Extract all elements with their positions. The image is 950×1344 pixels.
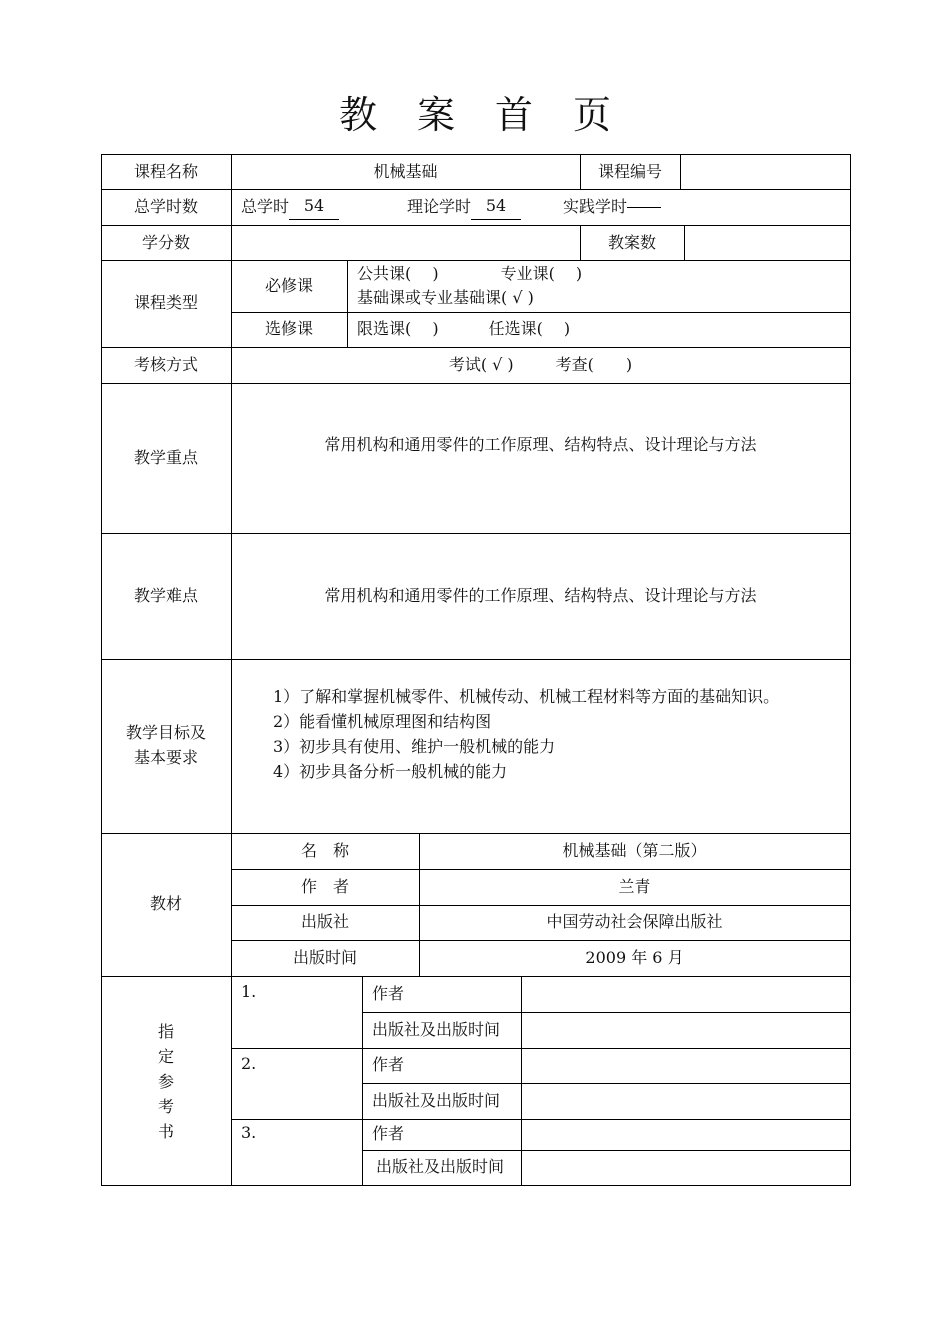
required-course-options (347, 260, 850, 312)
assessment-options (231, 347, 850, 383)
objectives-label (101, 659, 231, 833)
reference-publisher-label: 出版社及出版时间 (372, 1090, 501, 1110)
references-label-char: 参 (157, 1071, 174, 1091)
public-course-option: 公共课( ) (357, 264, 439, 283)
theory-hours-value: 54 (471, 194, 521, 220)
reference-author-label: 作者 (372, 1124, 405, 1144)
elective-course-options (347, 312, 850, 347)
textbook-author-value: 兰青 (618, 876, 651, 896)
credits-label: 学分数 (141, 232, 190, 252)
textbook-name-label: 名 称 (300, 840, 349, 860)
title-char: 首 (495, 93, 534, 137)
course-type-label: 课程类型 (133, 293, 198, 313)
objectives-label-line: 教学目标及 (125, 723, 206, 743)
textbook-publisher-label: 出版社 (300, 912, 349, 932)
references-label (101, 976, 231, 1186)
elective-course-label: 选修课 (264, 319, 313, 339)
reference-index: 2. (241, 1054, 257, 1073)
objective-item: 1）了解和掌握机械零件、机械传动、机械工程材料等方面的基础知识。 (273, 687, 780, 706)
course-name-label: 课程名称 (133, 161, 198, 181)
key-points-label: 教学重点 (133, 447, 198, 467)
reference-publisher-label: 出版社及出版时间 (376, 1157, 505, 1177)
plans-label: 教案数 (607, 232, 656, 252)
page-title (0, 84, 950, 139)
exam-option: 考试( √ ) (448, 354, 514, 374)
references-label-char: 考 (157, 1096, 174, 1116)
objectives-list (231, 659, 850, 833)
references-label-char: 指 (157, 1021, 174, 1041)
reference-index: 1. (241, 982, 257, 1001)
reference-publisher-label: 出版社及出版时间 (372, 1019, 501, 1039)
textbook-date-label: 出版时间 (292, 947, 357, 967)
practice-hours-label: 实践学时 (563, 196, 628, 216)
key-points-text: 常用机构和通用零件的工作原理、结构特点、设计理论与方法 (324, 435, 757, 454)
textbook-label: 教材 (149, 894, 182, 914)
limited-elective-option: 限选课( ) (357, 319, 439, 339)
required-course-label: 必修课 (264, 275, 313, 295)
objective-item: 3）初步具有使用、维护一般机械的能力 (273, 737, 556, 756)
course-form-table (101, 154, 851, 1186)
course-code-label: 课程编号 (597, 161, 662, 181)
difficulties-label: 教学难点 (133, 585, 198, 605)
major-course-option: 专业课( ) (500, 264, 583, 283)
references-label-char: 书 (157, 1121, 174, 1141)
difficulties-text: 常用机构和通用零件的工作原理、结构特点、设计理论与方法 (324, 585, 757, 605)
plans-value (684, 225, 850, 261)
foundation-course-option: 基础课或专业基础课( √ ) (357, 288, 534, 307)
reference-author-label: 作者 (372, 1055, 405, 1075)
hours-label: 总学时数 (133, 196, 198, 216)
check-option: 考查( ) (555, 354, 633, 374)
credits-value (231, 225, 580, 261)
grid-line (850, 154, 851, 1186)
free-elective-option: 任选课( ) (488, 319, 571, 339)
hours-row (231, 189, 850, 225)
textbook-name-value: 机械基础（第二版） (562, 840, 707, 860)
reference-author-label: 作者 (372, 983, 405, 1003)
title-char: 页 (573, 93, 612, 137)
title-char: 教 (338, 93, 377, 137)
total-hours-value: 54 (289, 194, 339, 220)
title-char: 案 (416, 93, 455, 137)
course-name-value: 机械基础 (373, 161, 438, 181)
textbook-author-label: 作 者 (300, 876, 349, 896)
reference-index: 3. (241, 1123, 257, 1142)
objective-item: 2）能看懂机械原理图和结构图 (273, 712, 492, 731)
objectives-label-line: 基本要求 (133, 748, 198, 767)
total-hours-label: 总学时 (241, 196, 290, 216)
objective-item: 4）初步具备分析一般机械的能力 (273, 762, 508, 781)
assessment-label: 考核方式 (133, 354, 198, 374)
grid-line (521, 976, 522, 1186)
course-code-value (680, 154, 850, 190)
textbook-date-value: 2009 年 6 月 (585, 947, 684, 967)
textbook-publisher-value: 中国劳动社会保障出版社 (546, 912, 723, 932)
practice-hours-value (627, 207, 661, 208)
references-label-char: 定 (157, 1046, 174, 1066)
theory-hours-label: 理论学时 (407, 196, 472, 216)
